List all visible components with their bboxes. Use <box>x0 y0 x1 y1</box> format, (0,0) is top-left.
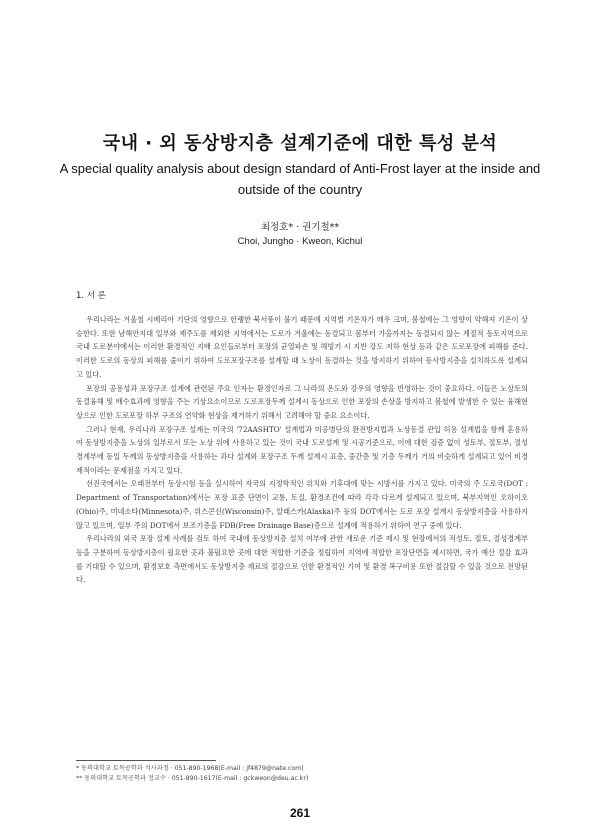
authors-english: Choi, Jungho · Kweon, Kichul <box>237 236 363 247</box>
footnote-author-2: ** 동의대학교 토목공학과 정교수 · 051-890-1617(E-mail : gckweon@deu.ac.kr) <box>76 775 309 782</box>
paragraph: 우리나라는 겨울철 시베리아 기단의 영향으로 한랭한 북서풍이 불기 때문에 지역별 기온차가 매우 크며, 봄철에는 그 영향이 약해져 기온이 상승한다. 또한 남해안지대 일부와 제주도를 제외한 지역에서는 도로가 겨울에는 동결되고 봄부터 가을까지는 동결되지 않는 계절적 동토지역으로 국내 도로분야에서는 이러한 환경적인 지배 요인들로부터 포장의 균열파손 및 해빙기 시 지반 강도 저하 현상 등과 같은 도로포장에 피해를 준다. 이러한 도로의 동상의 피해를 줄이기 위하여 도로포장구조를 설계할 때 노상이 동결하는 것을 방지하기 위하여 동사방지층을 설치하도록 설계되고 있다. <box>76 315 528 379</box>
paper-title-english: A special quality analysis about design standard of Anti-Frost layer at the inside and outside of the country <box>59 161 541 197</box>
footnotes <box>76 764 308 784</box>
page-number: 261 <box>289 806 311 820</box>
paragraph: 선진국에서는 오래전부터 동상시험 등을 실시하여 자국의 지정학적인 위치와 기후대에 맞는 시방서를 가지고 있다. 미국의 주 도로국(DOT : Department of Transportation)에서는 포장 표준 단면이 교통, 토질, 환경조건에 따라 각각 다르게 설계되고 있으며, 북부지역인 오하이오(Ohio)주, 미네소타(Minnesota)주, 위스콘신(Wisconsin)주, 알래스카(Alaska)주 등의 DOT에서는 도로 포장 설계시 동상방지층을 사용하지 않고 있으며, 일부 주의 DOT에서 보조기층을 FDB(Free Drainage Base)층으로 설계에 적용하기 위하여 연구 중에 있다. <box>76 479 528 530</box>
authors-korean: 최정호* · 권기철** <box>260 222 340 233</box>
body-text <box>76 313 528 587</box>
section-heading-introduction: 1. 서 론 <box>76 291 106 301</box>
footnote-divider <box>76 760 216 761</box>
paragraph: 포장의 공용성과 포장구조 설계에 관련된 주요 인자는 환경인자로 그 나라의 온도와 강우의 영향을 반영하는 것이 중요하다. 이들은 노상토의 동결융해 및 배수효과에 영향을 주는 기상요소이므로 도로포장두께 설계시 동상으로 인한 포장의 손상을 방지하고 봄철에 발생한 수 있는 융해현상으로 인한 도로포장 하부 구조의 연약화 현상을 제거하기 위해서 고려해야 할 중요 요소이다. <box>76 383 528 420</box>
paper-title-korean: 국내 · 외 동상방지층 설계기준에 대한 특성 분석 <box>102 133 498 154</box>
paragraph: 우리나라의 외국 포장 설계 사례를 검토 하여 국내에 동상방지층 설치 여부에 관한 새로운 기준 제시 및 현장에서의 적성토, 절토, 절성경계부 등을 구분하여 동상방지층이 필요한 곳과 불필요한 곳에 대한 적합한 기준을 정립하여 지역에 적합한 포장단면을 제시하면, 국가 예산 절감 효과를 기대할 수 있으며, 환경보호 측면에서도 동상방지층 재료의 절감으로 인한 환경적인 기여 및 환경 복구비용 또한 절감할 수 있을 것으로 전망된다. <box>76 534 528 585</box>
footnote-author-1: * 동의대학교 토목공학과 석사과정 · 051-890-1968(E-mail : jf4879@nate.com) <box>76 765 304 772</box>
paragraph: 그러나 현재, 우리나라 포장구조 설계는 미국의 '72AASHTO' 설계법과 미공병단의 완전방지법과 노상동결 관입 허용 설계법을 함께 혼용하여 동상방지층을 노상의 일부로서 또는 노상 위에 사용하고 있는 것이 국내 도로설계 및 시공기준으로, 이에 대한 검증 없이 성토부, 절토부, 절성 경계부에 동일 두께의 동상방지층을 사용하는 과다 설계와 포장구조 두께 설계시 표층, 중간층 및 기층 두께가 거의 비슷하게 설계되고 있어 비경제적이라는 문제점을 가지고 있다. <box>76 424 528 475</box>
